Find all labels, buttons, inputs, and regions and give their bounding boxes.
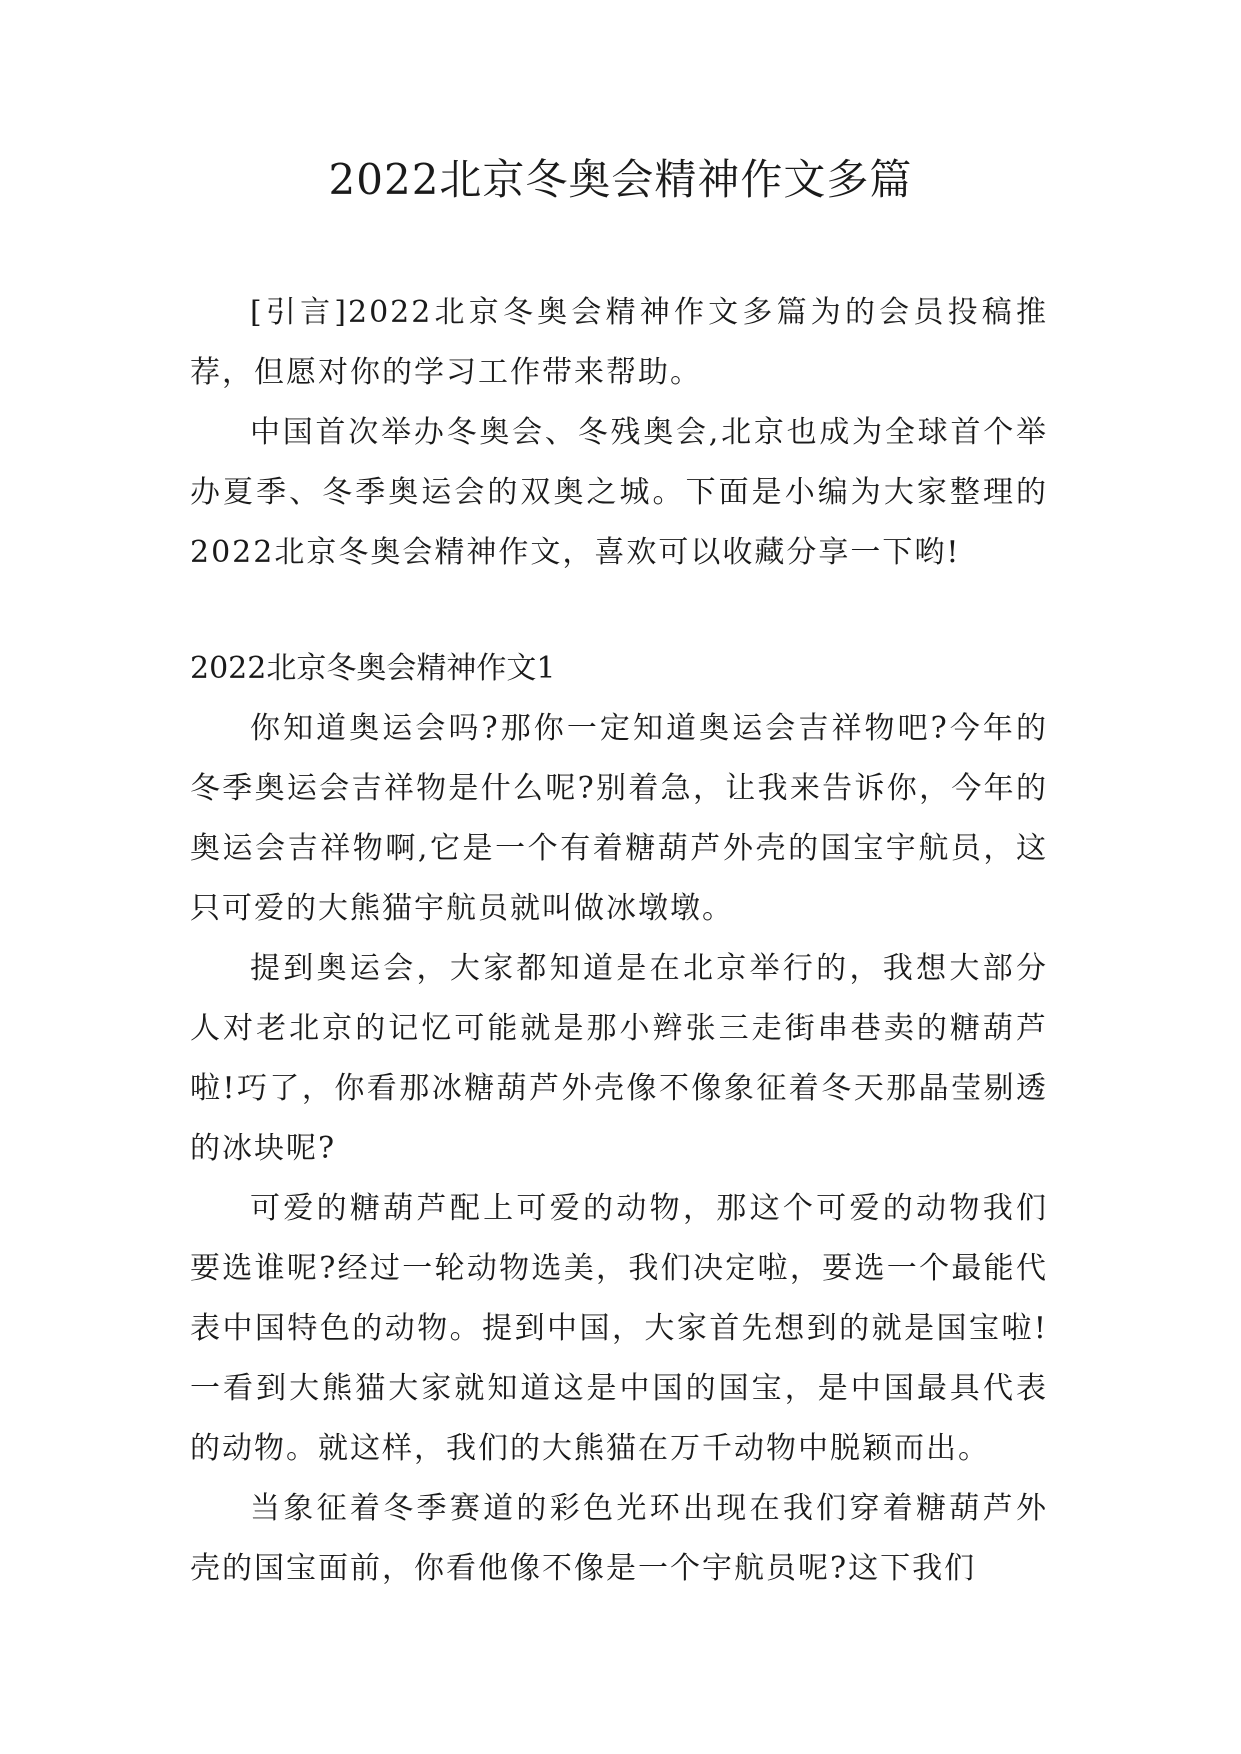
body-paragraph: 中国首次举办冬奥会、冬残奥会,北京也成为全球首个举办夏季、冬季奥运会的双奥之城。下面是小编为大家整理的2022北京冬奥会精神作文，喜欢可以收藏分享一下哟! (190, 415, 1048, 570)
body-paragraph: 可爱的糖葫芦配上可爱的动物，那这个可爱的动物我们要选谁呢?经过一轮动物选美，我们决定啦，要选一个最能代表中国特色的动物。提到中国，大家首先想到的就是国宝啦!一看到大熊猫大家就知道这是中国的国宝，是中国最具代表的动物。就这样，我们的大熊猫在万千动物中脱颖而出。 (190, 1191, 1048, 1466)
body-paragraph: 提到奥运会，大家都知道是在北京举行的，我想大部分人对老北京的记忆可能就是那小辫张三走街串巷卖的糖葫芦啦!巧了，你看那冰糖葫芦外壳像不像象征着冬天那晶莹剔透的冰块呢? (190, 951, 1048, 1166)
body-paragraph: 当象征着冬季赛道的彩色光环出现在我们穿着糖葫芦外壳的国宝面前，你看他像不像是一个宇航员呢?这下我们 (190, 1491, 1048, 1586)
document-body (190, 283, 1048, 1599)
intro-paragraph: [引言]2022北京冬奥会精神作文多篇为的会员投稿推荐，但愿对你的学习工作带来帮助。 (190, 295, 1048, 390)
body-paragraph: 你知道奥运会吗?那你一定知道奥运会吉祥物吧?今年的冬季奥运会吉祥物是什么呢?别着急，让我来告诉你，今年的奥运会吉祥物啊,它是一个有着糖葫芦外壳的国宝宇航员，这只可爱的大熊猫宇航员就叫做冰墩墩。 (190, 711, 1048, 926)
document-title: 2022北京冬奥会精神作文多篇 (328, 155, 913, 204)
section-heading: 2022北京冬奥会精神作文1 (190, 651, 556, 686)
